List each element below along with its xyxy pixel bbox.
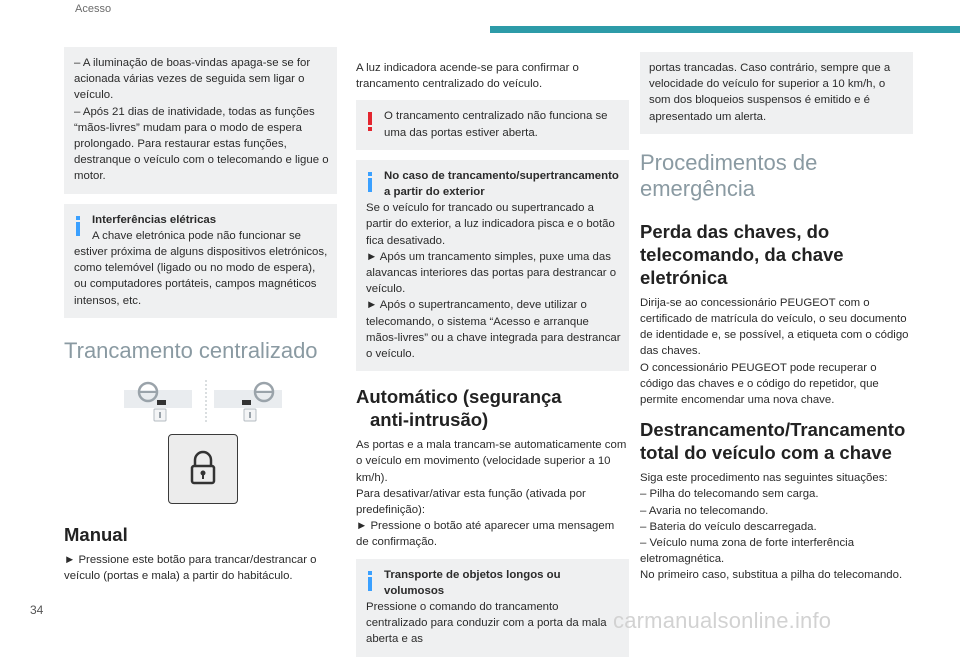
- paragraph: Dirija-se ao concessionário PEUGEOT com o certificado de matrícula do veículo, o seu documento de identidade e, se possível, a etiqueta com o código das chaves.: [640, 296, 909, 358]
- list-item: – Veículo numa zona de forte interferência eletromagnética.: [640, 537, 855, 566]
- warning-text: O trancamento centralizado não funciona se uma das portas estiver aberta.: [384, 110, 608, 139]
- paragraph: – Após 21 dias de inatividade, todas as funções “mãos-livres” mudam para o modo de espera prolongado. Para restaurar estas funções, destranque o veículo com o telecomando e ligue o motor.: [74, 105, 329, 183]
- note-text: Pressione o comando do trancamento centralizado para conduzir com a porta da mala aberta e as: [366, 601, 607, 646]
- info-note: [356, 160, 629, 371]
- paragraph: A luz indicadora acende-se para confirmar o trancamento centralizado do veículo.: [356, 62, 579, 91]
- subsection-heading: Perda das chaves, do telecomando, da chave eletrónica: [640, 220, 844, 288]
- list-item: – Avaria no telecomando.: [640, 504, 769, 517]
- column-1: [64, 47, 337, 584]
- heading-line: Automático (segurança: [356, 386, 562, 408]
- paragraph: ► Pressione este botão para trancar/destrancar o veículo (portas e mala) a partir do habitáculo.: [64, 553, 317, 583]
- footer-watermark: carmanualsonline.info: [613, 608, 832, 633]
- paragraph: – A iluminação de boas-vindas apaga-se se for acionada várias vezes de seguida sem ligar o veículo.: [74, 57, 311, 102]
- boxed-text: [640, 52, 913, 134]
- info-note: [64, 204, 337, 318]
- note-title: No caso de trancamento/supertrancamento a partir do exterior: [384, 169, 619, 199]
- paragraph: Para desativar/ativar esta função (ativada por predefinição):: [356, 487, 586, 517]
- note-text: A chave eletrónica pode não funcionar se: [92, 229, 301, 242]
- warning-icon: [365, 110, 383, 134]
- header-accent-bar: [490, 26, 960, 33]
- paragraph: portas trancadas. Caso contrário, sempre que a velocidade do veículo for superior a 10 km/h, o som dos bloqueios suspensos é emitido e é apresentado um alerta.: [649, 62, 891, 123]
- subsection-heading: Destrancamento/Trancamento total do veículo com a chave: [640, 419, 906, 464]
- note-text: ► Após o supertrancamento, deve utilizar o telecomando, o sistema “Acesso e arranque mãos-livres” ou a chave integrada para destrancar o veículo.: [366, 299, 621, 361]
- column-3: [640, 52, 913, 584]
- warning-note: [356, 100, 629, 149]
- page-number: 34: [30, 603, 44, 617]
- paragraph: As portas e a mala trancam-se automaticamente com o veículo em movimento (velocidade superior a 10 km/h).: [356, 439, 627, 484]
- lock-button-illustration: [64, 434, 337, 519]
- subsection-heading: [356, 385, 629, 431]
- paragraph: Siga este procedimento nas seguintes situações:: [640, 472, 888, 485]
- heading-line: anti-intrusão): [370, 409, 489, 431]
- info-note: [356, 559, 629, 657]
- note-title: Interferências elétricas: [92, 213, 217, 226]
- info-icon: [365, 569, 383, 593]
- section-heading: Trancamento centralizado: [64, 337, 318, 363]
- steering-wheel-diagram: [64, 376, 337, 424]
- boxed-text: [64, 47, 337, 194]
- subsection-heading: Manual: [64, 523, 128, 545]
- note-text: estiver próxima de alguns dispositivos eletrónicos, como telemóvel (ligado ou no modo de espera), ou computadores portáteis, campos magnéticos intensos, etc.: [74, 246, 328, 307]
- info-icon: [73, 214, 91, 238]
- paragraph: No primeiro caso, substitua a pilha do telecomando.: [640, 569, 903, 582]
- padlock-button: [168, 434, 238, 504]
- padlock-icon: [169, 435, 237, 503]
- info-icon: [365, 170, 383, 194]
- section-heading: Procedimentos de emergência: [640, 149, 818, 201]
- running-header: Acesso: [75, 3, 112, 15]
- list-item: – Pilha do telecomando sem carga.: [640, 488, 819, 501]
- note-text: ► Após um trancamento simples, puxe uma das alavancas interiores das portas para destrancar o veículo.: [366, 250, 617, 296]
- paragraph: O concessionário PEUGEOT pode recuperar o código das chaves e o código do repetidor, que permite encomendar uma nova chave.: [640, 361, 879, 407]
- paragraph: ► Pressione o botão até aparecer uma mensagem de confirmação.: [356, 520, 615, 549]
- column-2: [356, 60, 629, 667]
- steering-wheel-icon: [124, 383, 192, 421]
- note-title: Transporte de objetos longos ou volumosos: [384, 568, 561, 597]
- note-text: Se o veículo for trancado ou supertrancado a partir do exterior, a luz indicadora pisca e o botão fica desativado.: [366, 202, 615, 247]
- list-item: – Bateria do veículo descarregada.: [640, 520, 817, 533]
- steering-wheel-icon: [214, 383, 282, 421]
